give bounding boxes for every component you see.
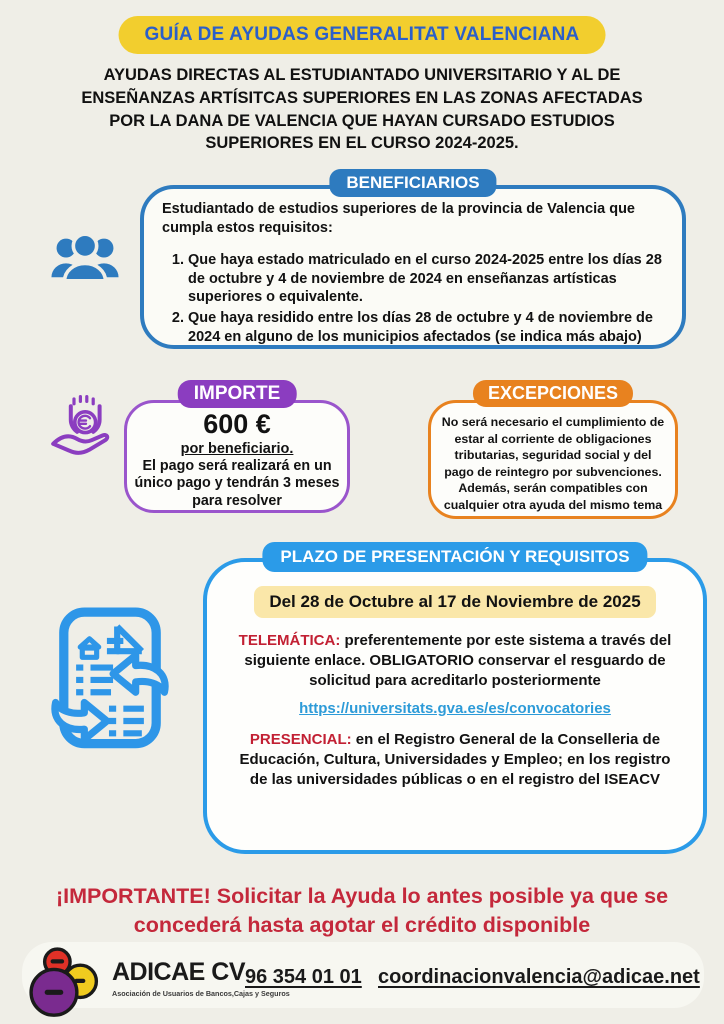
beneficiarios-intro: Estudiantado de estudios superiores de la provincia de Valencia que cumpla estos requisitos: bbox=[162, 201, 635, 236]
beneficiarios-list bbox=[162, 251, 666, 347]
group-icon bbox=[50, 228, 120, 290]
important-warning: ¡IMPORTANTE! Solicitar la Ayuda lo antes posible ya que se concederá hasta agotar el crédito disponible bbox=[55, 884, 669, 938]
subtitle-line: SUPERIORES EN EL CURSO 2024-2025. bbox=[205, 134, 519, 153]
presencial-text: en el Registro General de la Conselleria de Educación, Cultura, Universidades y Empleo; en los registro de las universidades públicas o en el registro del ISEACV bbox=[239, 730, 671, 788]
importe-per-beneficiary: por beneficiario. bbox=[180, 441, 294, 457]
beneficiarios-card bbox=[140, 173, 686, 349]
importe-header: IMPORTE bbox=[178, 380, 297, 408]
subtitle-line: AYUDAS DIRECTAS AL ESTUDIANTADO UNIVERSITARIO Y AL DE bbox=[103, 66, 621, 84]
adicae-logo-icon bbox=[26, 944, 104, 1022]
importe-note: El pago será realizará en un único pago y tendrán 3 meses para resolver bbox=[134, 458, 340, 509]
beneficiarios-header: BENEFICIARIOS bbox=[329, 169, 496, 197]
excepciones-header: EXCEPCIONES bbox=[473, 380, 633, 407]
telematica-text: preferentemente por este sistema a través del siguiente enlace. OBLIGATORIO conservar el resguardo de solicitud para acreditarlo posteriormente bbox=[244, 632, 672, 689]
date-range-badge: Del 28 de Octubre al 17 de Noviembre de 2025 bbox=[254, 586, 655, 618]
convocatories-link[interactable]: https://universitats.gva.es/es/convocatories bbox=[299, 699, 611, 717]
list-item: 1. Que haya estado matriculado en el curso 2024-2025 entre los días 28 de octubre y 4 de noviembre de 2024 en enseñanzas artísticas superiores o equivalente. bbox=[188, 251, 666, 308]
subtitle-line: ENSEÑANZAS ARTÍSITCAS SUPERIORES EN LAS ZONAS AFECTADAS bbox=[81, 88, 643, 107]
excepciones-card bbox=[428, 383, 678, 519]
presencial-label: PRESENCIAL: bbox=[249, 730, 352, 748]
plazo-header: PLAZO DE PRESENTACIÓN Y REQUISITOS bbox=[262, 542, 647, 572]
excepciones-body: No será necesario el cumplimiento de estar al corriente de obligaciones tributarias, seguridad social y del pago de reintegro por subvenciones. Además, serán compatibles con cualquier otra ayuda del mismo tema bbox=[441, 415, 665, 512]
org-tagline: Asociación de Usuarios de Bancos,Cajas y Seguros bbox=[112, 989, 290, 998]
importe-card bbox=[124, 383, 350, 513]
telematica-label: TELEMÁTICA: bbox=[238, 632, 341, 649]
documents-exchange-icon bbox=[42, 606, 178, 760]
plazo-card bbox=[203, 547, 707, 854]
beneficiarios-body bbox=[144, 189, 682, 355]
org-name: ADICAE CV bbox=[112, 958, 246, 986]
telematica-paragraph bbox=[229, 631, 681, 691]
presencial-paragraph bbox=[229, 730, 681, 790]
page-title: GUÍA DE AYUDAS GENERALITAT VALENCIANA bbox=[119, 16, 606, 54]
list-item: 2. Que haya residido entre los días 28 de octubre y 4 de noviembre de 2024 en alguno de los municipios afectados (se indica más abajo) bbox=[188, 309, 666, 347]
email-link[interactable]: coordinacionvalencia@adicae.net bbox=[378, 966, 700, 988]
hand-euro-icon bbox=[50, 392, 114, 462]
poster-subtitle bbox=[32, 64, 692, 155]
subtitle-line: POR LA DANA DE VALENCIA QUE HAYAN CURSADO ESTUDIOS bbox=[109, 111, 615, 130]
importe-amount: 600 € bbox=[203, 409, 271, 439]
phone-number: 96 354 01 01 bbox=[245, 966, 362, 988]
